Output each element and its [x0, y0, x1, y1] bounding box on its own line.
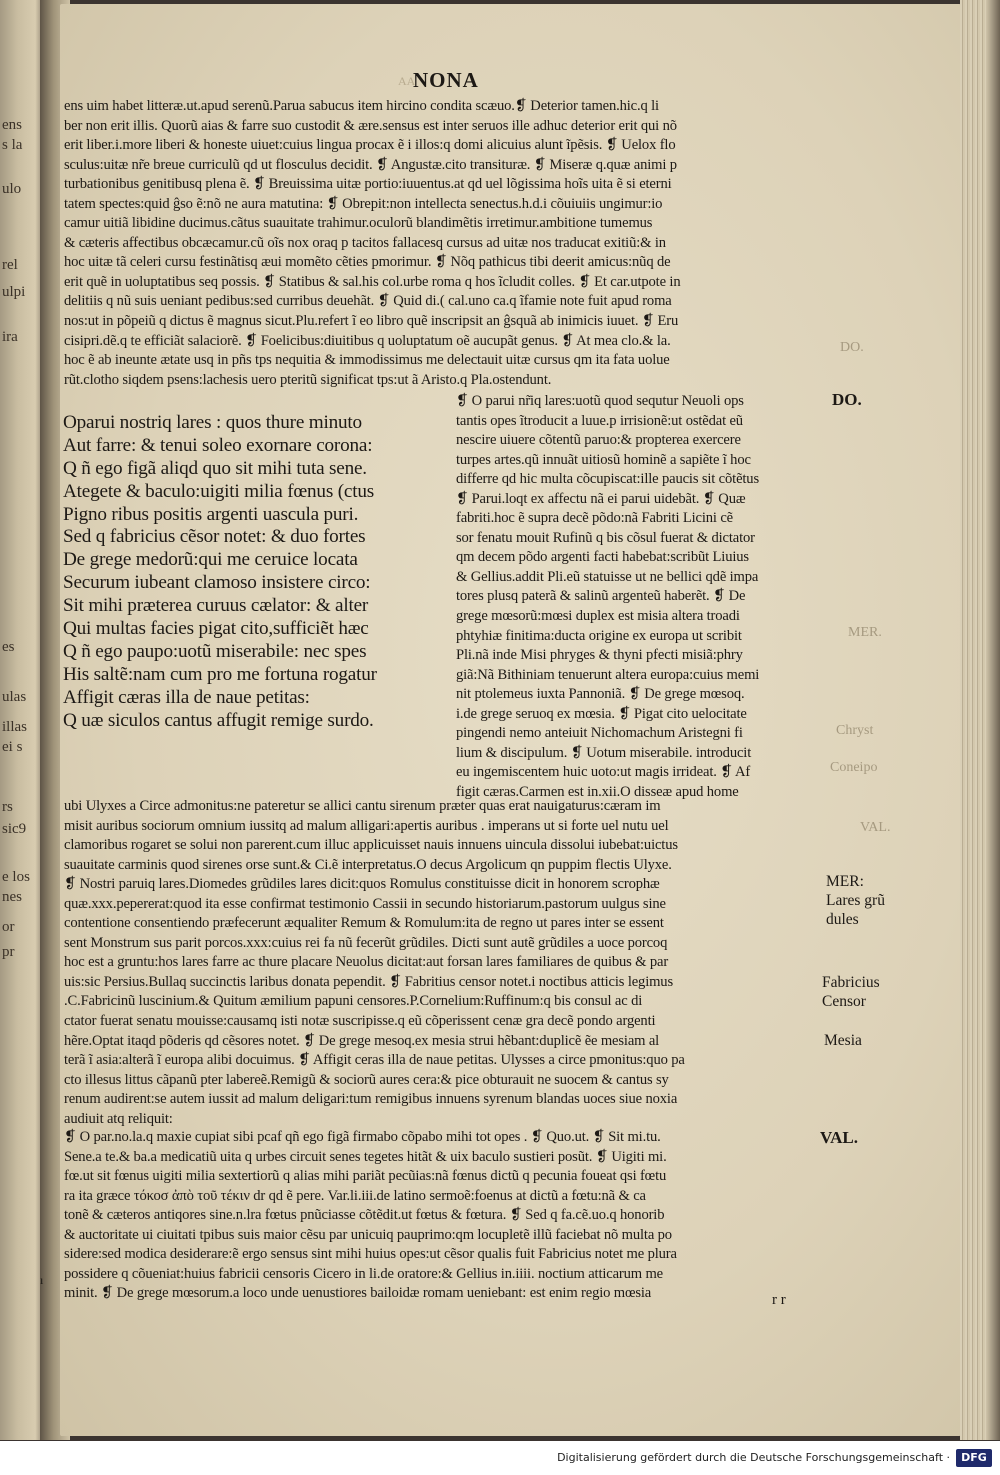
text-line: possidere q cõueniat:huius fabricii censoris Cicero in li.de oratore:& Gellius in.iiii. noctium atticarum me — [64, 1265, 664, 1282]
facing-page-fragment: rs — [2, 799, 13, 815]
facing-page-fragment: e los — [2, 869, 30, 885]
text-line: turpes artes.qũ innuãt uitiosũ hominẽ a sapiẽte ĩ hoc — [456, 451, 751, 468]
margin-note-do: DO. — [832, 390, 862, 409]
tick-mark: ı — [40, 1273, 44, 1287]
text-line: terã ĩ asia:alterã ĩ europa alibi docuimus. ❡ Affigit ceras illa de naue petitas. Ulysses a circe pmonitus:quo pa — [64, 1052, 685, 1069]
text-line: De grege medorũ:qui me ceruice locata — [63, 549, 358, 571]
margin-note-fabricius — [822, 973, 880, 1011]
footer-credit: Digitalisierung gefördert durch die Deutsche Forschungsgemeinschaft · — [557, 1451, 950, 1464]
commentary-bottom — [64, 797, 685, 1129]
facing-page-fragment: ulo — [2, 181, 22, 197]
text-line: ❡ Nostri paruiq lares.Diomedes grũdiles lares dicit:quos Romulus constituisse dicit in honorem scrophæ — [64, 876, 660, 893]
faint-margin-chryst: Chryst — [836, 723, 874, 738]
margin-line: dules — [826, 911, 859, 928]
text-line: delitiis q nũ suis ueniant pedibus:sed curribus deuehãt. ❡ Quid di.( cal.uno ca.q ĩfamie note fuit apud roma — [64, 293, 672, 310]
text-line: ra ita græce τόκοσ ἀπὸ τοῦ τέκιν dr qd ẽ pere. Var.li.iii.de latino sermoẽ:foenus at dictũ a fœtu:nã & ca — [64, 1187, 646, 1204]
facing-page-fragment: pr — [2, 944, 15, 960]
text-line: audiuit atq reliquit: — [64, 1110, 173, 1127]
text-line: nos:ut in põpeiũ q dictus ẽ magnus sicut.Plu.refert ĩ eo libro quẽ inscripsit an ĝsquã ab inimicis iuuet. ❡ Eru — [64, 313, 679, 330]
text-line: fabriti.hoc ẽ supra decẽ põdo:nã Fabriti Licini cẽ — [456, 510, 733, 527]
text-line: sor fenatu mouit Rufinũ q bis cõsul fuerat & dictator — [456, 529, 755, 546]
margin-line: MER: — [826, 873, 864, 890]
text-line: clamoribus rogaret se solui non parerent.cum illuc applicuisset nauis innuens uincula dissolui iubebat:uictus — [64, 837, 678, 854]
text-line: tantis opes ĩtroducit a luue.p irrisionẽ:ut ostẽdat eũ — [456, 412, 743, 429]
commentary-final — [64, 1128, 677, 1304]
facing-page-fragment: ulas — [2, 689, 27, 705]
text-line: Oparui nostriq lares : quos thure minuto — [63, 412, 362, 433]
dfg-logo-icon: DFG — [956, 1449, 992, 1467]
text-line: Ategete & baculo:uigiti milia fœnus (ctus — [63, 480, 374, 502]
text-line: ubi Ulyxes a Circe admonitus:ne pateretur se allici cantu sirenum præter quas erat nauigaturus:cæram im — [64, 798, 661, 814]
text-line: Pli.nã inde Misi phryges & thyni pfecti misiã:phry — [456, 647, 743, 664]
text-line: figit cæras.Carmen est in.xii.O disseæ apud home — [456, 783, 739, 800]
text-line: misit auribus sociorum omnium iussitq ad malum alligari:apertis auribus . imperans ut si forte uel nutu uel — [64, 817, 669, 834]
text-line: & cæteris affectibus obcæcamur.cũ oĩs nox oraq p tacitos fallacesq cursus ad uitæ nos traducat exitiũ:& in — [64, 234, 666, 251]
text-line: fœ.ut sit fœnus uigiti milia sextertiorũ q alias mihi pariãt pecũias:nã fœnus dictũ q pecunia foueat qsi fœtu — [64, 1168, 667, 1185]
text-line: & auctoritate ui ciuitati tpibus suis maior cẽsu par unicuiq pauprimo:qm locupletẽ illũ faciebat nõ multa po — [64, 1226, 672, 1243]
text-line: tores plusq paterã & salinũ argenteũ haberẽt. ❡ De — [456, 588, 746, 605]
text-line: cisipri.dẽ.q te efficiãt salaciorẽ. ❡ Foelicibus:diuitibus q uoluptatum oẽ aucupãt genus. ❡ At mea clo.& la. — [64, 332, 671, 349]
text-line: Qui multas facies pigat cito,sufficiẽt hæc — [63, 618, 369, 640]
text-line: contentione consentiendo præfecerunt æqualiter Remum & Romulum:ita de regno ut pares inter se essent — [64, 915, 664, 932]
text-line: turbationibus genitibusq plena ẽ. ❡ Breuissima uitæ portio:iuuentus.at qd uel lõgissima hoĩs uita ẽ si eterni — [64, 176, 672, 193]
text-line: suauitate carminis quod sirenes orse sunt.& Ci.ẽ interpretatus.O decus Argolicum qn puppim flectis Ulyxe. — [64, 856, 672, 873]
text-line: Aut farre: & tenui soleo exornare corona: — [63, 434, 373, 456]
facing-page-fragment: s la — [2, 137, 23, 153]
text-line: quæ.xxx.pepererat:quod ita esse confirmat testimonio Cassii in secundo historiarum.pastorum uulgus sine — [64, 895, 666, 912]
page-title: NONA — [413, 68, 479, 92]
text-line: ❡ O parui nr̃iq lares:uotũ quod sequtur Neuoli ops — [456, 393, 744, 409]
page-edges — [960, 0, 1000, 1440]
text-line: erit quẽ in uoluptatibus seq possis. ❡ Statibus & sal.his col.urbe roma q hos ĩcludit colles. ❡ Et car.utpote in — [64, 273, 681, 290]
faint-margin-do: DO. — [840, 340, 864, 355]
text-line: Affigit cæras illa de naue petitas: — [63, 686, 310, 708]
text-line: His saltẽ:nam cum pro me fortuna rogatur — [63, 663, 377, 685]
facing-page-fragment: rel — [2, 257, 18, 273]
facing-page-fragment: illas — [2, 719, 27, 735]
text-line: minit. ❡ De grege mœsorum.a loco unde uenustiores bailoidæ romam ueniebant: est enim regio mœsia — [64, 1285, 652, 1302]
verse-block — [63, 412, 377, 732]
text-line: Sene.a te.& ba.a medicatiũ uita q urbes circuit senes tegetes hitãt & uix baculo sustieri posũt. ❡ Uigiti mi. — [64, 1148, 667, 1165]
text-line: ens uim habet litteræ.ut.apud serenũ.Parua sabucus item hircino condita scæuo.❡ Deterior tamen.hic.q li — [64, 98, 659, 114]
text-line: sent Monstrum sus parit porcos.xxx:cuius rei fa nũ fecerũt grũdiles. Dicti sunt autẽ grũdiles a uoce porcoq — [64, 934, 668, 951]
text-line: tatem spectes:quid ĝso ẽ:nõ ne aura matutina: ❡ Obrepit:non intellecta senectus.h.d.i cõuiuiis ungimur:io — [64, 195, 663, 212]
text-line: Q ñ ego paupo:uotũ miserabile: nec spes — [63, 640, 367, 662]
facing-page-fragment: ei s — [2, 739, 23, 755]
text-line: hoc est a gruntu:hos lares farre ac thure placare Neuolus dicitat:aut forsan lares familiares de quibus & par — [64, 954, 669, 971]
text-line: pingendi nemo anteiuit Nichomachum Aristegni fi — [456, 725, 743, 742]
text-line: differre qd hic multa cõcupiscat:ille paucis sit cõtẽtus — [456, 471, 759, 488]
text-line: sidere:sed modica desiderare:ẽ ergo sensus sint mihi huius opes:ut cẽsor qualis fuit Fabricius notet me plura — [64, 1246, 677, 1263]
facing-page-fragment: nes — [2, 889, 22, 905]
text-line: ❡ Parui.loqt ex affectu nã ei parui uidebãt. ❡ Quæ — [456, 490, 746, 507]
text-line: phtyhiæ finitima:ducta origine ex europa ut scribit — [456, 627, 742, 644]
text-line: Sit mihi præterea curuus cælator: & alter — [63, 595, 369, 617]
ghost-header: AA — [398, 74, 416, 88]
text-line: camur uitiã libidine ducimus.cãtus suauitate trahimur.oculorũ blandimẽtis irretimur.ambitione tumemus — [64, 215, 653, 232]
text-line: renum audirent:se autem iussit ad malum deligari:tum remigibus innuens syrenum blandas uoces siue noxia — [64, 1091, 678, 1108]
text-line: ctator fuerat senatu mouisse:causamq isti notæ suscripisse.q eũ cõperissent cenæ gra decẽ pondo argenti — [64, 1013, 656, 1030]
text-line: hoc ẽ ab ineunte ætate usq in pñs tps nequitia & immodissimus me delectauit uitæ cursus qm ita fata uolue — [64, 352, 670, 369]
margin-note-val: VAL. — [820, 1128, 858, 1147]
facing-page-fragment: ens — [2, 117, 22, 133]
text-line: ❡ O par.no.la.q maxie cupiat sibi pcaf qñ ego figã firmabo cõpabo mihi tot opes . ❡ Quo.ut. ❡ Sit mi.tu. — [64, 1129, 661, 1145]
text-line: Pigno ribus positis argenti uascula puri. — [63, 503, 359, 525]
facing-page-fragment: ulpi — [2, 284, 26, 300]
faint-margin-mer: MER. — [848, 625, 882, 640]
text-line: giã:Nã Bithiniam tenuerunt altera europa:cuius memi — [456, 666, 760, 683]
text-line: & Gellius.addit Pli.eũ statuisse ut ne bellici qdẽ impa — [456, 568, 759, 585]
text-line: Securum iubeant clamoso insistere circo: — [63, 572, 371, 594]
text-line: hẽre.Optat itaqd põderis qd cẽsores notet. ❡ De grege mesoq.ex mesia strui hẽbant:duplicẽ ẽe mesiam al — [64, 1032, 660, 1049]
facing-page-fragment: sic9 — [2, 821, 27, 837]
margin-line: Fabricius — [822, 974, 880, 991]
text-line: Sed q fabricius cẽsor notet: & duo fortes — [63, 526, 366, 548]
text-line: eu ingemiscentem huic uoto:ut magis irrideat. ❡ Af — [456, 764, 751, 781]
facing-page-edge — [0, 0, 44, 1440]
text-line: qm decem põdo argenti facti habebat:scribũt Liuius — [456, 549, 749, 566]
text-line: sculus:uitæ nr̃e breue curriculũ qd ut flosculus decidit. ❡ Angustæ.cito transituræ. ❡ Miseræ q.quæ animi p — [64, 156, 677, 173]
text-line: nit ptolemeus iuxta Pannoniã. ❡ De grege mœsoq. — [456, 686, 745, 703]
text-line: lium & discipulum. ❡ Uotum miserabile. introducit — [456, 744, 752, 761]
text-line: ber non erit illis. Quorũ aias & farre suo custodit & ære.sensus est inter seruos ille adhuc deterior erit qui nõ — [64, 117, 677, 134]
text-line: hoc uitæ tã celeri cursu festinãtisq æui momẽto cẽties pmorimur. ❡ Nõq pathicus tibi deerit amicus:nũq de — [64, 254, 671, 271]
margin-note-mer — [826, 872, 885, 929]
text-line: Q uæ siculos cantus affugit remige surdo. — [63, 709, 374, 731]
text-line: tonẽ & cæteros antiqores sine.n.lra fœtus pnũciasse cõtẽdit.ut fœtus & fœtura. ❡ Sed q fa.cẽ.uo.q honorib — [64, 1207, 665, 1224]
footer-bar — [0, 1441, 1000, 1475]
faint-margin-coneipo: Coneipo — [830, 760, 878, 775]
text-line: uis:sic Persius.Bullaq succinctis laribus donata pependit. ❡ Fabritius censor notet.i noctibus atticis legimus — [64, 973, 673, 990]
commentary-top — [64, 97, 680, 390]
text-line: cto illesus littus cãpanũ pter labereẽ.Remigũ & sociorũ aures cera:& pice obturauit ne suocem & cantus sy — [64, 1071, 669, 1088]
margin-note-mesia: Mesia — [824, 1032, 862, 1049]
text-line: rũt.clotho siqdem psens:lachesis uero pteritũ significat tps:ut ã Aristo.q Pla.ostendunt. — [64, 371, 552, 388]
text-line: i.de grege seruoq ex mœsia. ❡ Pigat cito uelocitate — [456, 705, 747, 722]
text-line: Q ñ ego figã aliqd quo sit mihi tuta sene. — [63, 457, 367, 479]
text-line: erit liber.i.more liberi & honeste uiuet:cuius lingua procax ẽ i illos:q domi alicuius alunt ĩpẽsis. ❡ Uelox flo — [64, 137, 676, 154]
text-line: nescire uiuere cõtentũ paruo:& propterea exercere — [456, 432, 741, 449]
signature-mark: r r — [772, 1292, 786, 1308]
text-line: grege mœsorũ:mœsi duplex est misia altera troadi — [456, 608, 740, 625]
facing-page-fragment: ira — [2, 329, 18, 345]
facing-page-fragment: or — [2, 919, 15, 935]
text-line: .C.Fabricinũ luscinium.& Quitum æmilium papuni censores.P.Cornelium:Ruffinum:q bis consul ac di — [64, 993, 643, 1010]
commentary-right — [456, 392, 759, 802]
margin-line: Lares grũ — [826, 892, 885, 909]
facing-page-fragment: es — [2, 639, 15, 655]
faint-margin-val: VAL. — [860, 820, 891, 835]
margin-line: Censor — [822, 993, 866, 1010]
